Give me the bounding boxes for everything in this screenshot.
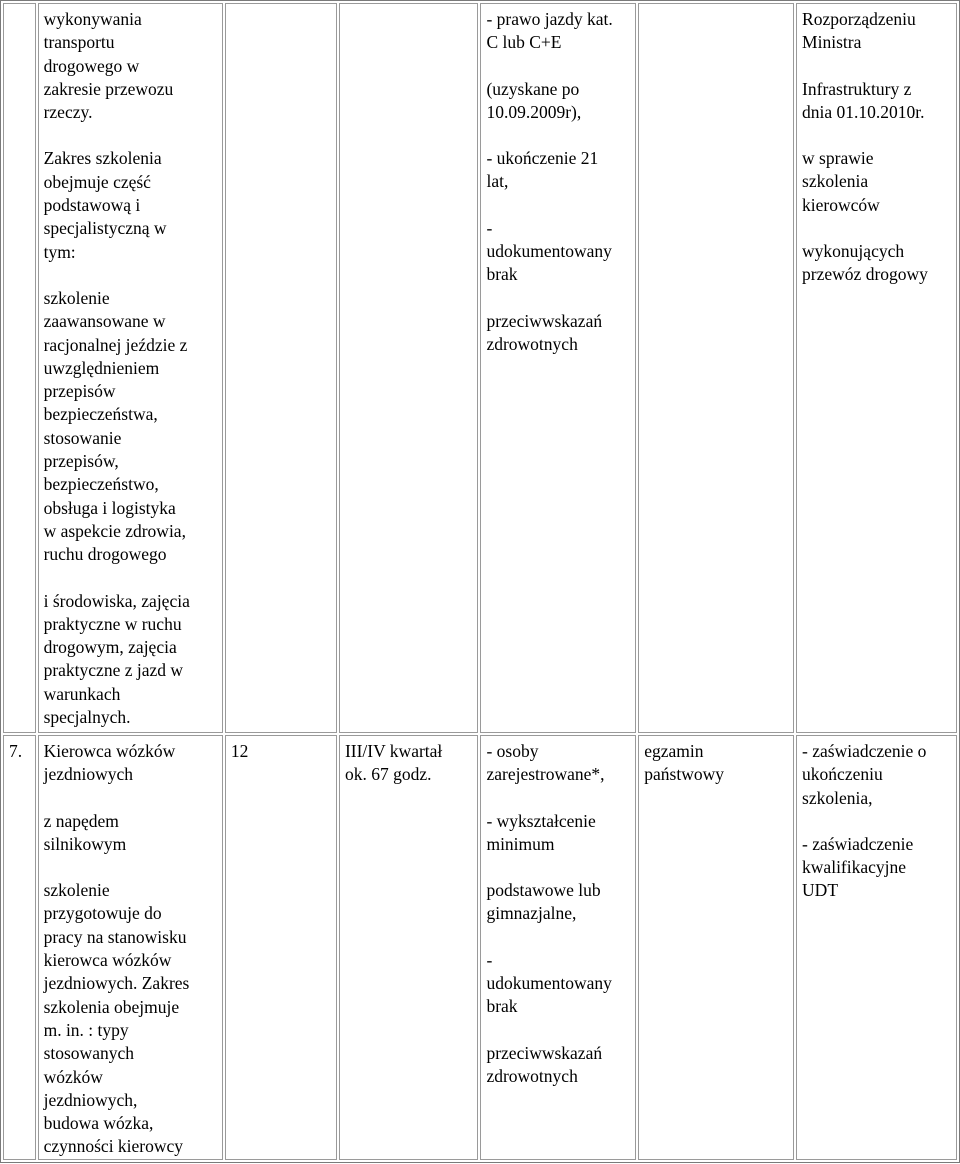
cert-line: szkolenia, bbox=[802, 787, 873, 808]
desc-line: ruchu drogowego bbox=[43, 544, 167, 565]
desc-line: transportu bbox=[43, 32, 115, 53]
desc-line: stosowanie bbox=[43, 427, 122, 448]
term-quarter: III/IV kwartał bbox=[344, 741, 443, 761]
cell-number bbox=[3, 735, 36, 1160]
cert-line: ukończeniu bbox=[802, 764, 883, 785]
desc-line: Zakres szkolenia bbox=[43, 148, 162, 169]
req-line: - ukończenie 21 bbox=[486, 148, 599, 169]
req-line: brak bbox=[486, 264, 518, 285]
req-line: - bbox=[486, 217, 493, 238]
desc-line: praktyczne w ruchu bbox=[43, 613, 182, 634]
desc-line: bezpieczeństwa, bbox=[43, 404, 158, 425]
participants-count: 12 bbox=[230, 741, 249, 761]
desc-line: podstawową i bbox=[43, 195, 141, 216]
desc-line: obejmuje część bbox=[43, 171, 151, 192]
desc-line: racjonalnej jeździe z bbox=[43, 334, 188, 355]
cert-line: kierowców bbox=[802, 194, 880, 215]
desc-line: pracy na stanowisku bbox=[43, 926, 187, 947]
req-line: - bbox=[486, 949, 493, 970]
cell-requirements bbox=[480, 3, 636, 733]
cert-line: wykonujących bbox=[802, 241, 905, 262]
req-line: przeciwwskazań bbox=[486, 310, 603, 331]
desc-line: praktyczne z jazd w bbox=[43, 660, 184, 681]
desc-line: kierowca wózków bbox=[43, 950, 172, 971]
cert-line: UDT bbox=[802, 880, 839, 901]
desc-line: specjalistyczną w bbox=[43, 218, 167, 239]
cell-exam-empty bbox=[638, 3, 794, 733]
desc-line: jezdniowych, bbox=[43, 1089, 138, 1110]
req-line: zdrowotnych bbox=[486, 333, 578, 354]
cert-line: Rozporządzeniu bbox=[802, 9, 916, 29]
cell-exam bbox=[638, 735, 794, 1160]
cell-term bbox=[339, 735, 479, 1160]
cell-requirements bbox=[480, 735, 636, 1160]
desc-line: specjalnych. bbox=[43, 707, 131, 728]
table-row-7 bbox=[3, 735, 957, 1160]
req-line: udokumentowany bbox=[486, 241, 612, 262]
desc-line: bezpieczeństwo, bbox=[43, 474, 159, 495]
req-line: - prawo jazdy kat. bbox=[486, 9, 613, 29]
cert-line: kwalifikacyjne bbox=[802, 857, 907, 878]
req-line: (uzyskane po bbox=[486, 78, 580, 99]
cert-line: szkolenia bbox=[802, 171, 869, 192]
req-line: udokumentowany bbox=[486, 973, 612, 994]
desc-line: budowa wózka, bbox=[43, 1113, 154, 1134]
desc-line: przygotowuje do bbox=[43, 903, 162, 924]
desc-line: m. in. : typy bbox=[43, 1019, 129, 1040]
desc-line: rzeczy. bbox=[43, 102, 93, 123]
desc-line: szkolenie bbox=[43, 880, 110, 901]
desc-line: jezdniowych. Zakres bbox=[43, 973, 190, 994]
cell-certificate bbox=[796, 735, 957, 1160]
req-line: brak bbox=[486, 996, 518, 1017]
desc-line: i środowiska, zajęcia bbox=[43, 590, 190, 611]
desc-line: wózków bbox=[43, 1066, 103, 1087]
req-line: - osoby bbox=[486, 741, 539, 761]
desc-line: szkolenia obejmuje bbox=[43, 996, 180, 1017]
desc-line: szkolenie bbox=[43, 287, 110, 308]
desc-line: drogowego w bbox=[43, 55, 140, 76]
cell-certificate bbox=[796, 3, 957, 733]
cell-number-empty bbox=[3, 3, 36, 733]
req-line: minimum bbox=[486, 833, 555, 854]
desc-line: wykonywania bbox=[43, 9, 142, 29]
desc-line: stosowanych bbox=[43, 1043, 134, 1064]
row-number: 7. bbox=[9, 741, 23, 761]
desc-line: zaawansowane w bbox=[43, 311, 166, 332]
desc-line: drogowym, zajęcia bbox=[43, 637, 177, 658]
req-line: przeciwwskazań bbox=[486, 1042, 603, 1063]
exam-line: egzamin bbox=[644, 741, 704, 761]
cell-term-empty bbox=[339, 3, 479, 733]
desc-line: tym: bbox=[43, 241, 76, 262]
req-line: 10.09.2009r), bbox=[486, 101, 582, 122]
desc-line: silnikowym bbox=[43, 833, 127, 854]
cell-participants-empty bbox=[225, 3, 337, 733]
req-line: podstawowe lub bbox=[486, 880, 601, 901]
cert-line: Infrastruktury z bbox=[802, 78, 912, 99]
cert-line: Ministra bbox=[802, 32, 862, 53]
desc-line: obsługa i logistyka bbox=[43, 497, 176, 518]
req-line: - wykształcenie bbox=[486, 810, 596, 831]
table-row-continued bbox=[3, 3, 957, 733]
cell-course-description bbox=[38, 3, 223, 733]
req-line: zarejestrowane*, bbox=[486, 764, 605, 785]
cell-participants bbox=[225, 735, 337, 1160]
req-line: C lub C+E bbox=[486, 32, 562, 53]
desc-line: z napędem bbox=[43, 810, 119, 831]
req-line: gimnazjalne, bbox=[486, 903, 577, 924]
req-line: lat, bbox=[486, 171, 509, 192]
desc-line: Kierowca wózków bbox=[43, 741, 176, 761]
desc-line: przepisów, bbox=[43, 451, 119, 472]
cert-line: - zaświadczenie bbox=[802, 833, 914, 854]
cell-course-description bbox=[38, 735, 223, 1160]
desc-line: warunkach bbox=[43, 683, 121, 704]
desc-line: zakresie przewozu bbox=[43, 78, 174, 99]
term-hours: ok. 67 godz. bbox=[344, 764, 432, 785]
cert-line: dnia 01.10.2010r. bbox=[802, 101, 925, 122]
desc-line: przepisów bbox=[43, 381, 116, 402]
exam-line: państwowy bbox=[644, 764, 724, 785]
cert-line: w sprawie bbox=[802, 148, 874, 169]
desc-line: czynności kierowcy bbox=[43, 1136, 184, 1157]
cert-line: - zaświadczenie o bbox=[802, 741, 927, 761]
cert-line: przewóz drogowy bbox=[802, 264, 928, 285]
req-line: zdrowotnych bbox=[486, 1065, 578, 1086]
desc-line: jezdniowych bbox=[43, 764, 133, 785]
desc-line: w aspekcie zdrowia, bbox=[43, 520, 186, 541]
desc-line: uwzględnieniem bbox=[43, 357, 160, 378]
